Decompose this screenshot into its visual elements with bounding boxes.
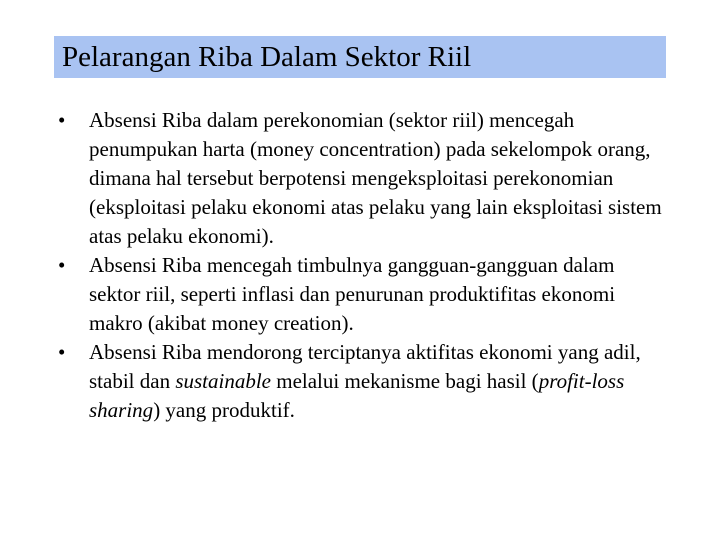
bullet-item xyxy=(58,106,668,251)
bullet-text-segment: melalui mekanisme bagi hasil ( xyxy=(271,369,539,393)
bullet-text-segment: Absensi Riba dalam perekonomian (sektor riil) mencegah penumpukan harta (money concentration) pada sekelompok orang, dimana hal tersebut berpotensi mengeksploitasi perekonomian (eksploitasi pelaku ekonomi atas pelaku yang lain eksploitasi sistem atas pelaku ekonomi). xyxy=(89,108,662,248)
bullet-list xyxy=(58,106,668,425)
bullet-dot-icon: • xyxy=(58,108,66,132)
bullet-text-italic: sustainable xyxy=(175,369,271,393)
bullet-text xyxy=(89,108,662,248)
bullet-dot-icon: • xyxy=(58,340,66,364)
bullet-text xyxy=(89,253,615,335)
bullet-dot-icon: • xyxy=(58,253,66,277)
slide-title-bar xyxy=(54,36,666,78)
bullet-text-segment: Absensi Riba mendorong terciptanya aktifitas ekonomi yang adil, stabil dan xyxy=(89,340,641,393)
bullet-text-segment: Absensi Riba mencegah timbulnya gangguan-gangguan dalam sektor riil, seperti inflasi dan penurunan produktifitas ekonomi makro (akibat money creation). xyxy=(89,253,616,335)
bullet-text-italic: profit-loss sharing xyxy=(89,369,625,422)
bullet-text xyxy=(89,340,641,422)
slide-title: Pelarangan Riba Dalam Sektor Riil xyxy=(62,40,472,73)
bullet-item xyxy=(58,251,668,338)
bullet-text-segment: ) yang produktif. xyxy=(153,398,295,422)
bullet-item xyxy=(58,338,668,425)
